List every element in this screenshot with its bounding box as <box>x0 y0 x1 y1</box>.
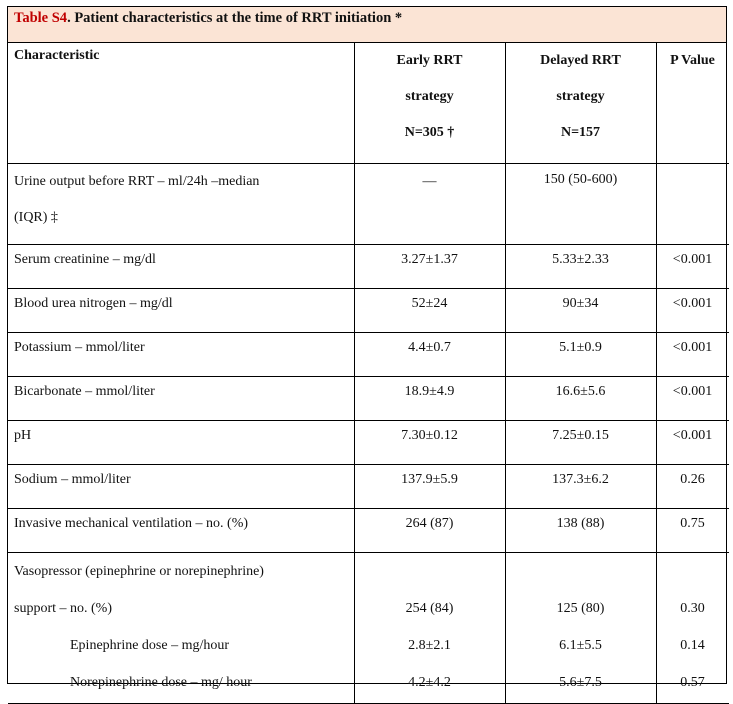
row-label: Serum creatinine – mg/dl <box>8 245 354 289</box>
cell-delayed: 5.1±0.9 <box>505 333 656 377</box>
cell-delayed: 90±34 <box>505 289 656 333</box>
row-label <box>8 553 354 704</box>
table-row <box>8 421 729 465</box>
cell-early: 4.4±0.7 <box>354 333 505 377</box>
header-delayed-line3: N=157 <box>560 125 601 140</box>
table-row <box>8 509 729 553</box>
table-row <box>8 553 729 704</box>
header-delayed-line1: Delayed RRT <box>540 53 621 68</box>
table-container <box>7 6 727 690</box>
table-row <box>8 465 729 509</box>
cell-p: <0.001 <box>656 289 729 333</box>
header-early-line3: N=305 † <box>404 125 455 140</box>
vaso-p: 0.30 <box>680 601 705 616</box>
header-characteristic: Characteristic <box>8 43 354 164</box>
cell-early: 264 (87) <box>354 509 505 553</box>
row-label-line1: Urine output before RRT – ml/24h –median <box>14 174 260 189</box>
table-row <box>8 245 729 289</box>
row-label-line2: (IQR) ‡ <box>14 210 58 225</box>
cell-delayed: 150 (50-600) <box>505 164 656 245</box>
cell-p: 0.75 <box>656 509 729 553</box>
cell-delayed: 5.33±2.33 <box>505 245 656 289</box>
vaso-label-line2: support – no. (%) <box>14 601 112 616</box>
table-row <box>8 289 729 333</box>
row-label: pH <box>8 421 354 465</box>
vaso-early: 254 (84) <box>405 601 454 616</box>
cell-p: <0.001 <box>656 377 729 421</box>
epi-delayed: 6.1±5.5 <box>559 638 602 653</box>
header-delayed-line2: strategy <box>556 89 605 104</box>
cell-p: 0.26 <box>656 465 729 509</box>
table-label: Table S4 <box>14 10 68 26</box>
cell-early: 3.27±1.37 <box>354 245 505 289</box>
row-label: Blood urea nitrogen – mg/dl <box>8 289 354 333</box>
epi-label: Epinephrine dose – mg/hour <box>70 638 230 653</box>
row-label: Potassium – mmol/liter <box>8 333 354 377</box>
norepi-label: Norepinephrine dose – mg/ hour <box>70 675 252 690</box>
epi-early: 2.8±2.1 <box>408 638 451 653</box>
header-pvalue-text: P Value <box>670 53 715 68</box>
cell-delayed: 16.6±5.6 <box>505 377 656 421</box>
header-early-line2: strategy <box>405 89 454 104</box>
epi-p: 0.14 <box>680 638 705 653</box>
cell-delayed: 137.3±6.2 <box>505 465 656 509</box>
table-title <box>8 7 726 43</box>
table-caption: . Patient characteristics at the time of RRT initiation * <box>67 10 403 26</box>
header-pvalue <box>656 43 729 164</box>
row-label: Sodium – mmol/liter <box>8 465 354 509</box>
header-delayed <box>505 43 656 164</box>
table-row <box>8 164 729 245</box>
row-label: Invasive mechanical ventilation – no. (%) <box>8 509 354 553</box>
cell-early <box>354 553 505 704</box>
cell-p: <0.001 <box>656 245 729 289</box>
row-label: Bicarbonate – mmol/liter <box>8 377 354 421</box>
norepi-p: 0.57 <box>680 675 705 690</box>
norepi-delayed: 5.6±7.5 <box>559 675 602 690</box>
cell-early: 18.9±4.9 <box>354 377 505 421</box>
cell-delayed: 7.25±0.15 <box>505 421 656 465</box>
cell-delayed <box>505 553 656 704</box>
header-early <box>354 43 505 164</box>
row-label <box>8 164 354 245</box>
cell-p: <0.001 <box>656 333 729 377</box>
cell-early: 7.30±0.12 <box>354 421 505 465</box>
cell-p: <0.001 <box>656 421 729 465</box>
patient-characteristics-table <box>8 43 729 704</box>
header-row <box>8 43 729 164</box>
cell-early: — <box>354 164 505 245</box>
table-row <box>8 377 729 421</box>
cell-p <box>656 164 729 245</box>
cell-early: 137.9±5.9 <box>354 465 505 509</box>
norepi-early: 4.2±4.2 <box>408 675 451 690</box>
cell-delayed: 138 (88) <box>505 509 656 553</box>
vaso-label-line1: Vasopressor (epinephrine or norepinephrine) <box>14 564 264 579</box>
cell-p <box>656 553 729 704</box>
cell-early: 52±24 <box>354 289 505 333</box>
header-early-line1: Early RRT <box>396 53 463 68</box>
vaso-delayed: 125 (80) <box>556 601 605 616</box>
table-row <box>8 333 729 377</box>
